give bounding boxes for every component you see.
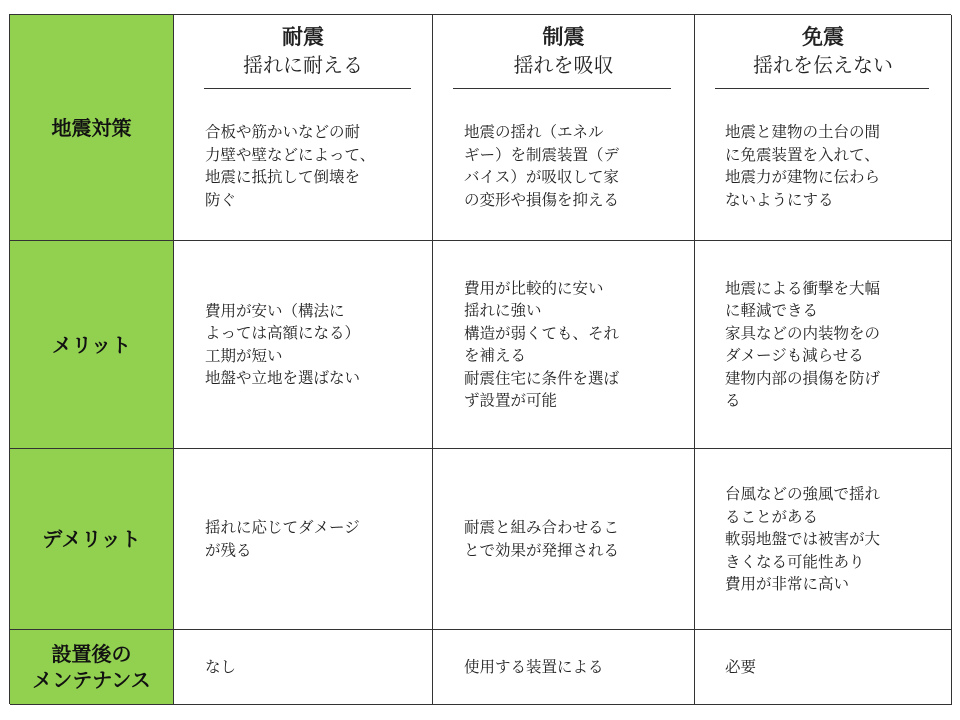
column-header-taishin (174, 23, 432, 79)
cell-text: 費用が安い（構法に よっては高額になる） 工期が短い 地盤や立地を選ばない (205, 301, 361, 387)
cell-taishin-demerit (174, 449, 433, 630)
cell-text: 費用が比較的に安い 揺れに強い 構造が弱くても、それ を補える 耐震住宅に条件を選ば ず設置が可能 (464, 279, 620, 410)
row-header-maintenance (10, 630, 174, 705)
column-title: 制震 (542, 25, 585, 49)
cell-text: 地震による衝撃を大幅 に軽減できる 家具などの内装物をの ダメージも減らせる 建物内部の損傷を防げ る (725, 279, 881, 410)
column-title: 免震 (802, 25, 844, 49)
cell-text: 台風などの強風で揺れ ることがある 軟弱地盤では被害が大 きくなる可能性あり 費用が非常に高い (725, 484, 881, 593)
row-header-label: 設置後の メンテナンス (32, 642, 151, 692)
cell-text: 耐震と組み合わせるこ とで効果が発揮される (464, 518, 620, 559)
cell-taishin-maintenance (174, 630, 433, 705)
row-header-countermeasure (10, 15, 174, 241)
cell-menshin-merit (695, 241, 952, 449)
column-subtitle: 揺れに耐える (243, 53, 363, 77)
cell-seishin-merit (433, 241, 695, 449)
cell-menshin-maintenance (695, 630, 952, 705)
cell-text: 地震と建物の土台の間 に免震装置を入れて、 地震力が建物に伝わら ないようにする (725, 123, 881, 209)
cell-text: 揺れに応じてダメージ が残る (205, 518, 360, 559)
column-subtitle: 揺れを伝えない (753, 53, 893, 77)
comparison-table (9, 14, 951, 704)
cell-seishin-maintenance (433, 630, 695, 705)
cell-taishin-merit (174, 241, 433, 449)
cell-taishin-countermeasure (174, 15, 433, 241)
cell-text: 必要 (725, 657, 757, 676)
column-subtitle: 揺れを吸収 (513, 53, 614, 77)
row-header-merit (10, 241, 174, 449)
column-header-menshin (695, 23, 951, 79)
header-divider (453, 88, 671, 89)
row-header-label: 地震対策 (51, 115, 132, 140)
cell-seishin-demerit (433, 449, 695, 630)
cell-text: なし (205, 657, 237, 676)
cell-menshin-demerit (695, 449, 952, 630)
cell-seishin-countermeasure (433, 15, 695, 241)
cell-menshin-countermeasure (695, 15, 952, 241)
cell-text: 使用する装置による (464, 657, 604, 676)
row-header-label: デメリット (42, 527, 141, 551)
column-title: 耐震 (282, 25, 324, 49)
cell-text: 合板や筋かいなどの耐 力壁や壁などによって、 地震に抵抗して倒壊を 防ぐ (205, 123, 376, 209)
row-header-label: メリット (51, 332, 132, 357)
header-divider (715, 88, 929, 89)
header-divider (204, 88, 411, 89)
cell-text: 地震の揺れ（エネル ギー）を制震装置（デ バイス）が吸収して家 の変形や損傷を抑える (464, 123, 620, 209)
row-header-demerit (10, 449, 174, 630)
column-header-seishin (433, 23, 694, 79)
